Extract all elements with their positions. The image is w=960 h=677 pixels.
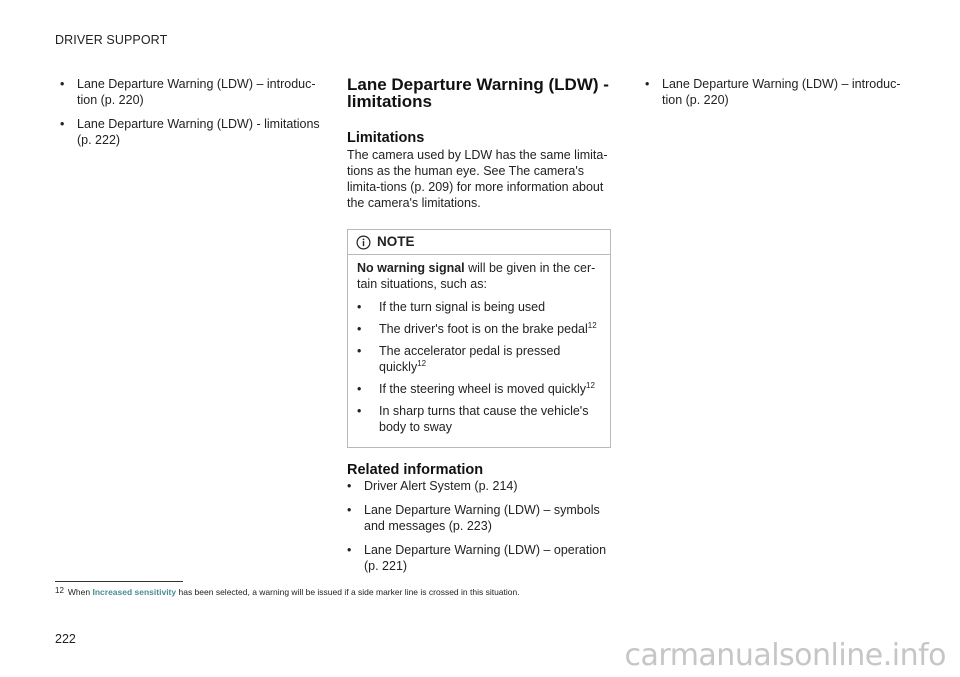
info-circle-icon [356, 235, 371, 250]
list-item [357, 343, 601, 375]
footnote-divider [55, 581, 183, 582]
note-item-text: The driver's foot is on the brake pedal [379, 322, 588, 336]
list-item[interactable]: • Lane Departure Warning (LDW) – operation (p. 221) [347, 542, 613, 574]
footnote-pre: When [67, 587, 93, 597]
footnote-highlight: Increased sensitivity [92, 587, 177, 597]
list-item [357, 403, 601, 435]
footnote-ref: 12 [417, 359, 427, 368]
note-list [357, 299, 601, 435]
right-link-list [645, 76, 910, 108]
footnote [55, 586, 520, 597]
list-item [357, 299, 601, 315]
footnote-post: has been selected, a warning will be issued if a side marker line is crossed in this situation. [176, 587, 520, 597]
list-item[interactable]: • Lane Departure Warning (LDW) – introduc-tion (p. 220) [645, 76, 910, 108]
note-box [347, 229, 611, 448]
note-item-text: If the steering wheel is moved quickly [379, 382, 587, 396]
left-column [60, 76, 325, 156]
watermark: carmanualsonline.info [624, 638, 946, 673]
limitations-text: The camera used by LDW has the same limita-tions as the human eye. See The camera's limita-tions (p. 209) for more information about the camera's limitations. [347, 148, 608, 210]
page-number: 222 [55, 632, 76, 646]
note-header [348, 230, 610, 255]
footnote-ref: 12 [587, 321, 597, 330]
note-intro-bold: No warning signal [357, 261, 465, 275]
note-item-text: In sharp turns that cause the vehicle's body to sway [379, 404, 589, 434]
note-item-text: If the turn signal is being used [379, 300, 546, 314]
related-heading: Related information [347, 462, 484, 478]
list-item [357, 321, 601, 337]
limitations-heading: Limitations [347, 130, 425, 146]
running-header: DRIVER SUPPORT [55, 33, 168, 47]
note-intro [357, 260, 601, 292]
middle-column [347, 76, 613, 582]
note-body [348, 255, 610, 447]
related-list [347, 478, 613, 574]
note-label: NOTE [377, 234, 415, 249]
list-item[interactable]: • Lane Departure Warning (LDW) – symbols and messages (p. 223) [347, 502, 613, 534]
list-item[interactable]: • Driver Alert System (p. 214) [347, 478, 613, 494]
footnote-number: 12 [55, 586, 64, 595]
note-intro-rest: will be given in the cer-tain situations, such as: [357, 261, 596, 291]
left-link-list [60, 76, 325, 148]
list-item [357, 381, 601, 397]
list-item[interactable]: • Lane Departure Warning (LDW) – introduc-tion (p. 220) [60, 76, 325, 108]
page-title: Lane Departure Warning (LDW) - limitations [347, 75, 609, 111]
right-column [645, 76, 910, 116]
list-item[interactable]: • Lane Departure Warning (LDW) - limitations (p. 222) [60, 116, 325, 148]
footnote-ref: 12 [586, 381, 595, 390]
note-item-text: The accelerator pedal is pressed quickly [379, 344, 561, 374]
